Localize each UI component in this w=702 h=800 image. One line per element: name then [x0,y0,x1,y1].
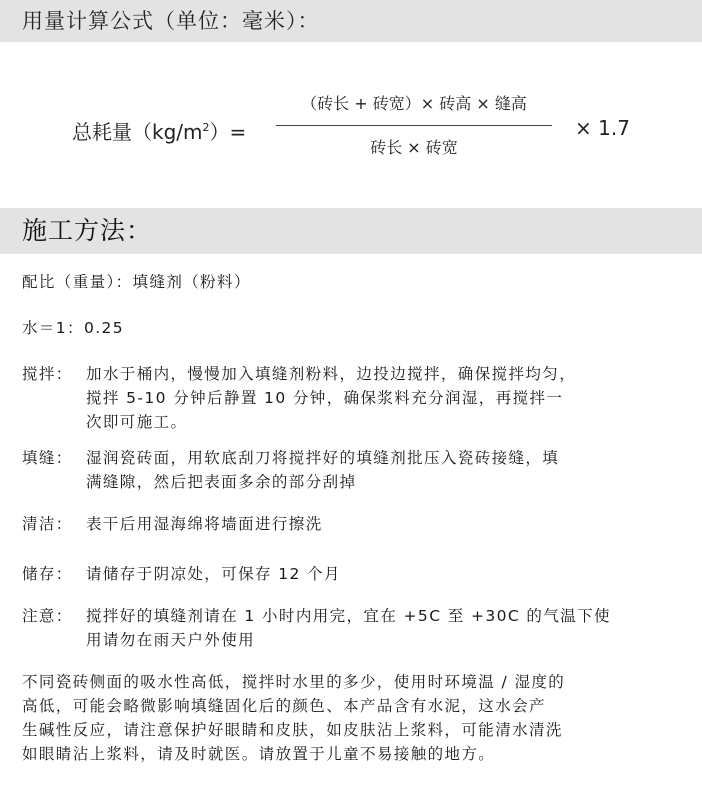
step-caution-line: 搅拌好的填缝剂请在 1 小时内用完，宜在 +5C 至 +30C 的气温下使 [86,607,611,625]
step-cleaning-label: 清洁： [22,515,73,533]
ratio-label: 配比（重量）：填缝剂（粉料） [22,273,251,291]
safety-note [22,670,694,766]
method-section-title: 施工方法： [22,216,153,245]
step-caution-text [86,604,692,652]
step-grouting-label: 填缝： [22,449,73,467]
formula-multiplier: × 1.7 [575,116,630,140]
formula-section-header [0,0,702,42]
formula-lhs-superscript: 2 [202,121,210,134]
step-cleaning-line: 表干后用湿海绵将墙面进行擦洗 [86,515,323,533]
step-mixing-label: 搅拌： [22,365,73,383]
step-storage [22,562,692,586]
formula-lhs [72,114,246,146]
safety-note-line: 生碱性反应，请注意保护好眼睛和皮肤，如皮肤沾上浆料，可能清水清洗 [22,721,563,739]
step-mixing-line: 搅拌 5-10 分钟后静置 10 分钟，确保浆料充分润湿，再搅拌一 [86,389,564,407]
fraction-bar [276,125,552,126]
method-section-header [0,208,702,254]
safety-note-line: 高低，可能会略微影响填缝固化后的颜色、本产品含有水泥，这水会产 [22,697,546,715]
formula-lhs-text: 总耗量（kg/m [72,120,203,144]
step-cleaning-text [86,512,692,536]
step-grouting-text [86,446,692,494]
step-mixing-text [86,362,692,434]
formula-numerator: （砖长 + 砖宽）× 砖高 × 缝高 [301,94,527,113]
step-caution-label: 注意： [22,607,73,625]
step-grouting-line: 满缝隙，然后把表面多余的部分刮掉 [86,473,357,491]
formula-section-title: 用量计算公式（单位：毫米）： [22,9,320,33]
step-mixing-line: 次即可施工。 [86,413,188,431]
step-cleaning [22,512,692,536]
step-caution [22,604,692,652]
step-grouting [22,446,692,494]
safety-note-line: 如眼睛沾上浆料，请及时就医。请放置于儿童不易接触的地方。 [22,745,496,763]
step-mixing [22,362,692,434]
usage-formula [0,80,702,180]
formula-lhs-end: ）= [209,120,247,144]
step-caution-line: 用请勿在雨天户外使用 [86,631,256,649]
formula-denominator: 砖长 × 砖宽 [370,138,458,157]
step-storage-label: 储存： [22,565,73,583]
safety-note-line: 不同瓷砖侧面的吸水性高低，搅拌时水里的多少，使用时环境温 / 湿度的 [22,673,566,691]
step-mixing-line: 加水于桶内，慢慢加入填缝剂粉料，边投边搅拌，确保搅拌均匀， [86,365,577,383]
step-storage-text [86,562,692,586]
step-storage-line: 请储存于阴凉处，可保存 12 个月 [86,565,341,583]
ratio-value: 水＝1：0.25 [22,319,125,337]
step-grouting-line: 湿润瓷砖面，用软底刮刀将搅拌好的填缝剂批压入瓷砖接缝，填 [86,449,560,467]
